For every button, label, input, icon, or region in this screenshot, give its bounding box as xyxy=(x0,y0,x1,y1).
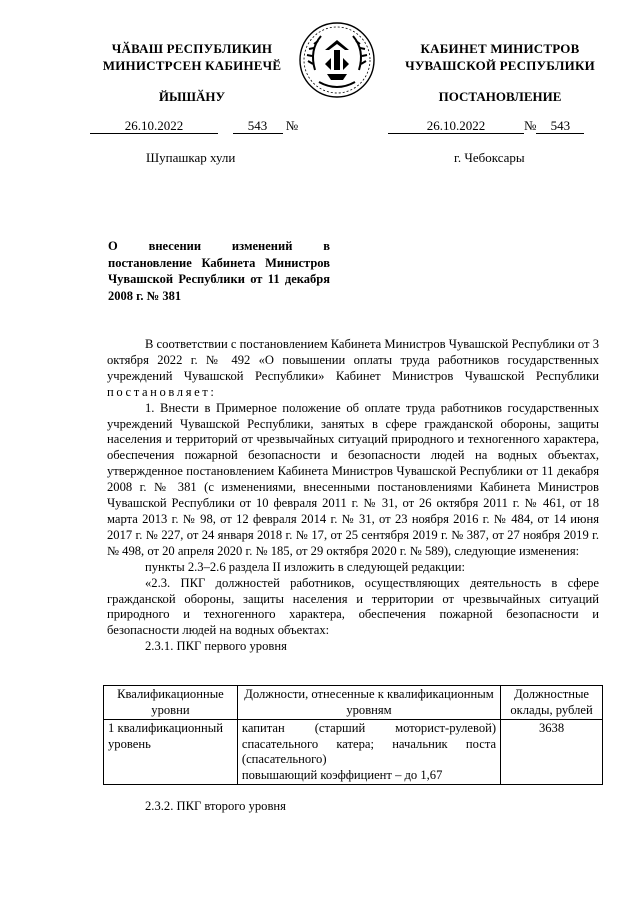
table-row xyxy=(104,720,603,785)
header-left-kind: ЙЫШӐНУ xyxy=(158,89,226,104)
cell-salary: 3638 xyxy=(501,720,603,785)
cell-level: 1 квалификационный уровень xyxy=(104,720,238,785)
table-header-row xyxy=(104,686,603,720)
paragraph-preamble xyxy=(107,337,599,401)
col-header-salary: Должностные оклады, рублей xyxy=(501,686,603,720)
chuvash-emblem-icon xyxy=(297,20,377,100)
date-number-left xyxy=(90,118,298,134)
header-left-line1: ЧӐВАШ РЕСПУБЛИКИН xyxy=(111,41,273,56)
coefficient-text: повышающий коэффициент – до 1,67 xyxy=(241,767,443,782)
place-left: Шупашкар хули xyxy=(146,150,236,165)
col-header-levels: Квалификационные уровни xyxy=(104,686,238,720)
date-number-right xyxy=(388,118,584,134)
header-right-line1: КАБИНЕТ МИНИСТРОВ xyxy=(420,41,580,56)
header-left-line2: МИНИСТРСЕН КАБИНЕЧӖ xyxy=(102,58,282,73)
col-header-positions: Должности, отнесенные к квалификационным уровням xyxy=(237,686,500,720)
paragraph-2-3-1: 2.3.1. ПКГ первого уровня xyxy=(145,639,287,654)
number-sign-right: № xyxy=(524,118,537,133)
header-right-line2: ЧУВАШСКОЙ РЕСПУБЛИКИ xyxy=(405,58,595,73)
cell-positions xyxy=(237,720,500,785)
salary-table xyxy=(103,685,603,785)
header-left xyxy=(92,40,292,74)
header-right-kind: ПОСТАНОВЛЕНИЕ xyxy=(438,89,562,104)
preamble-text: В соответствии с постановлением Кабинета Министров Чувашской Республики от 3 октября 2022 г. № 492 «О повышении оплаты труда работников государственных учреждений Чувашской Республики» Кабинет Министров Чувашской Республики xyxy=(107,337,599,383)
resolution-word: постановляет: xyxy=(107,384,217,399)
place-right: г. Чебоксары xyxy=(454,150,525,165)
paragraph-2-3: «2.3. ПКГ должностей работников, осуществляющих деятельность в сфере гражданской обороны, защиты населения и территории от чрезвычайных ситуаций природного и техногенного характера, обеспечения пожарной безопасности и безопасности людей на водных объектах: xyxy=(107,575,599,638)
paragraph-2-3-2: 2.3.2. ПКГ второго уровня xyxy=(145,799,286,813)
positions-text: капитан (старший моторист-рулевой) спасательного катера; начальник поста (спасательного) xyxy=(241,721,497,766)
number-right: 543 xyxy=(536,119,584,134)
header-right xyxy=(400,40,600,74)
date-right: 26.10.2022 xyxy=(388,119,524,134)
number-left: 543 xyxy=(233,119,283,134)
number-sign-left: № xyxy=(285,118,299,133)
paragraph-item-1: 1. Внести в Примерное положение об оплате труда работников государственных учреждений Чувашской Республики, занятых в сфере гражданской обороны, защиты населения и территорий от чрезвычайных ситуаций природного и техногенного характера, обеспечения пожарной безопасности и безопасности людей на водных объектах, утвержденное постановлением Кабинета Министров Чувашской Республики от 11 декабря 2008 г. № 381 (с изменениями, внесенными постановлениями Кабинета Министров Чувашской Республики от 10 февраля 2011 г. № 31, от 26 октября 2011 г. № 461, от 18 марта 2013 г. № 98, от 12 февраля 2014 г. № 31, от 23 ноября 2016 г. № 484, от 14 июня 2017 г. № 227, от 24 января 2018 г. № 17, от 25 сентября 2019 г. № 387, от 27 ноября 2019 г. № 498, от 20 апреля 2020 г. № 185, от 29 октября 2020 г. № 589), следующие изменения: xyxy=(107,400,599,558)
date-left: 26.10.2022 xyxy=(90,119,218,134)
document-subject: О внесении изменений в постановление Кабинета Министров Чувашской Республики от 11 декабря 2008 г. № 381 xyxy=(108,239,330,303)
paragraph-items-statement: пункты 2.3–2.6 раздела II изложить в следующей редакции: xyxy=(145,559,466,574)
document-body xyxy=(107,337,599,655)
